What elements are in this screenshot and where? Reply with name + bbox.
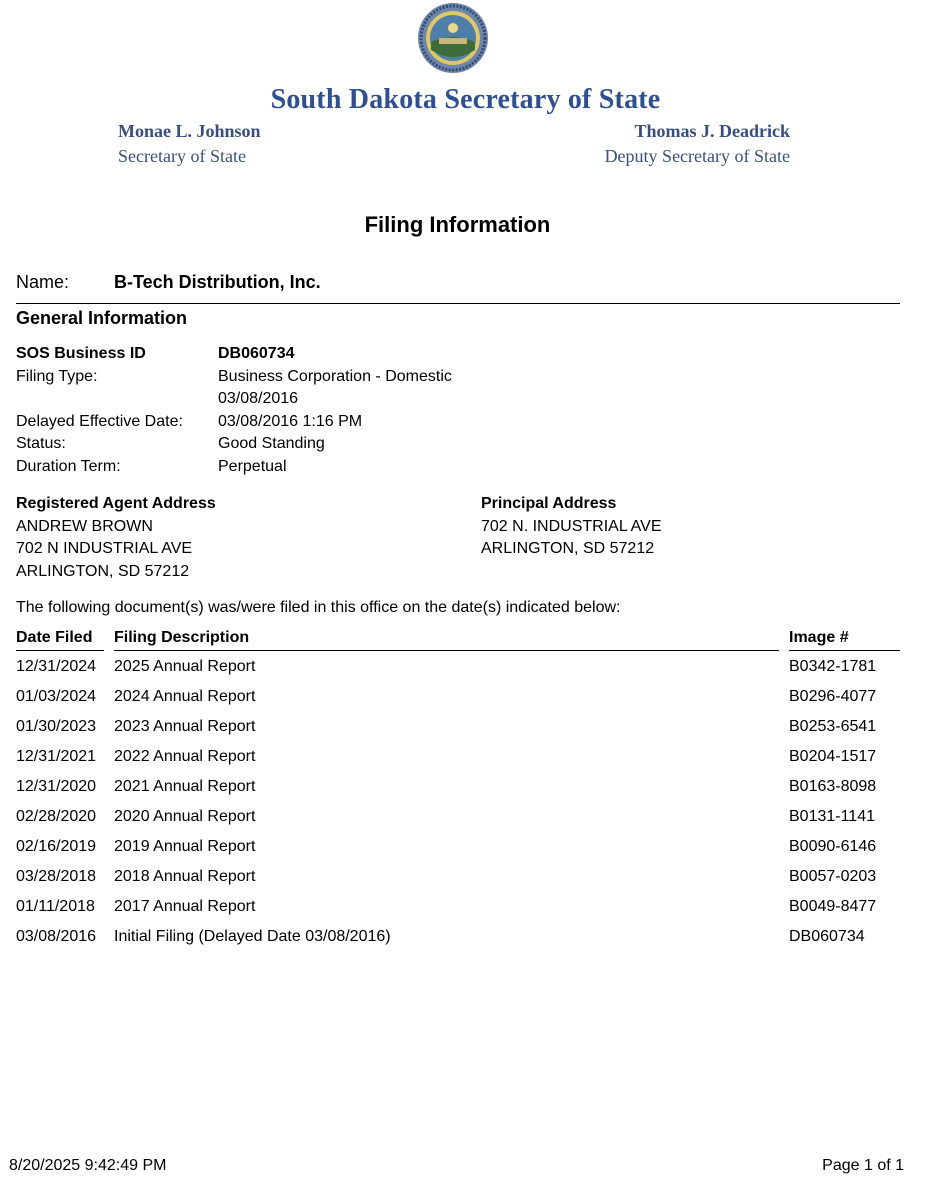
- principal-address-heading: Principal Address: [481, 495, 617, 512]
- general-info-heading: General Information: [16, 308, 188, 328]
- description-cell: 2019 Annual Report: [114, 838, 256, 855]
- table-row: [0, 688, 931, 718]
- date-cell: 02/28/2020: [16, 808, 97, 825]
- address-line: ARLINGTON, SD 57212: [16, 562, 190, 580]
- table-row: [0, 658, 931, 688]
- secretary-title: Secretary of State: [118, 146, 246, 166]
- date-cell: 01/11/2018: [16, 898, 95, 915]
- image-cell: B0296-4077: [789, 688, 877, 705]
- deputy-secretary-block: [605, 119, 790, 169]
- status-label: Status:: [16, 435, 66, 453]
- registered-agent-address: [16, 493, 216, 583]
- table-row: [0, 748, 931, 778]
- principal-address: [481, 493, 662, 561]
- date-cell: 12/31/2020: [16, 778, 97, 795]
- table-row: [0, 718, 931, 748]
- image-cell: B0049-8477: [789, 898, 877, 915]
- sos-id-label: SOS Business ID: [16, 345, 146, 362]
- address-line: ARLINGTON, SD 57212: [481, 540, 655, 558]
- filings-table: [0, 658, 931, 958]
- secretary-of-state-block: [118, 119, 261, 169]
- description-cell: 2022 Annual Report: [114, 748, 256, 765]
- table-row: [0, 868, 931, 898]
- description-cell: 2018 Annual Report: [114, 868, 256, 885]
- filing-date-value: 03/08/2016: [218, 390, 299, 408]
- delayed-date-label: Delayed Effective Date:: [16, 412, 183, 430]
- general-info-block: [16, 343, 452, 479]
- entity-name-row: [16, 272, 321, 293]
- date-cell: 12/31/2021: [16, 748, 97, 765]
- table-row: [0, 808, 931, 838]
- entity-name-value: B-Tech Distribution, Inc.: [114, 272, 321, 292]
- date-cell: 02/16/2019: [16, 838, 97, 855]
- deputy-title: Deputy Secretary of State: [604, 146, 790, 166]
- office-title: South Dakota Secretary of State: [270, 84, 661, 115]
- filing-type-value: Business Corporation - Domestic: [218, 367, 452, 385]
- sos-id-value: DB060734: [218, 345, 295, 362]
- date-cell: 03/28/2018: [16, 868, 97, 885]
- date-cell: 03/08/2016: [16, 928, 97, 945]
- filing-type-label: Filing Type:: [16, 367, 98, 385]
- address-line: 702 N INDUSTRIAL AVE: [16, 540, 193, 558]
- column-header-description: Filing Description: [114, 629, 779, 651]
- image-cell: B0131-1141: [789, 808, 875, 825]
- entity-name-label: Name:: [16, 272, 70, 292]
- table-row: [0, 898, 931, 928]
- duration-value: Perpetual: [218, 457, 287, 475]
- page-number: Page 1 of 1: [822, 1157, 904, 1174]
- description-cell: 2020 Annual Report: [114, 808, 256, 825]
- description-cell: Initial Filing (Delayed Date 03/08/2016): [114, 928, 391, 945]
- address-line: ANDREW BROWN: [16, 517, 153, 535]
- description-cell: 2025 Annual Report: [114, 658, 256, 675]
- secretary-name: Monae L. Johnson: [118, 121, 261, 141]
- column-header-image: Image #: [789, 629, 900, 651]
- table-row: [0, 778, 931, 808]
- deputy-name: Thomas J. Deadrick: [634, 121, 790, 141]
- description-cell: 2024 Annual Report: [114, 688, 256, 705]
- image-cell: DB060734: [789, 928, 865, 945]
- page-title: Filing Information: [364, 212, 551, 237]
- description-cell: 2023 Annual Report: [114, 718, 256, 735]
- date-cell: 01/03/2024: [16, 688, 97, 705]
- image-cell: B0057-0203: [789, 868, 877, 885]
- status-value: Good Standing: [218, 435, 325, 453]
- table-row: [0, 838, 931, 868]
- description-cell: 2017 Annual Report: [114, 898, 256, 915]
- image-cell: B0253-6541: [789, 718, 877, 735]
- date-cell: 12/31/2024: [16, 658, 97, 675]
- column-header-date: Date Filed: [16, 629, 104, 651]
- address-line: 702 N. INDUSTRIAL AVE: [481, 517, 662, 535]
- image-cell: B0090-6146: [789, 838, 877, 855]
- print-timestamp: 8/20/2025 9:42:49 PM: [9, 1157, 167, 1174]
- table-row: [0, 928, 931, 958]
- delayed-date-value: 03/08/2016 1:16 PM: [218, 412, 363, 430]
- divider: [16, 303, 900, 304]
- filings-intro: The following document(s) was/were filed in this office on the date(s) indicated below:: [16, 599, 621, 616]
- registered-agent-heading: Registered Agent Address: [16, 495, 216, 512]
- date-cell: 01/30/2023: [16, 718, 97, 735]
- description-cell: 2021 Annual Report: [114, 778, 256, 795]
- image-cell: B0204-1517: [789, 748, 877, 765]
- state-seal-icon: [417, 2, 489, 74]
- duration-label: Duration Term:: [16, 457, 121, 475]
- image-cell: B0342-1781: [789, 658, 877, 675]
- image-cell: B0163-8098: [789, 778, 877, 795]
